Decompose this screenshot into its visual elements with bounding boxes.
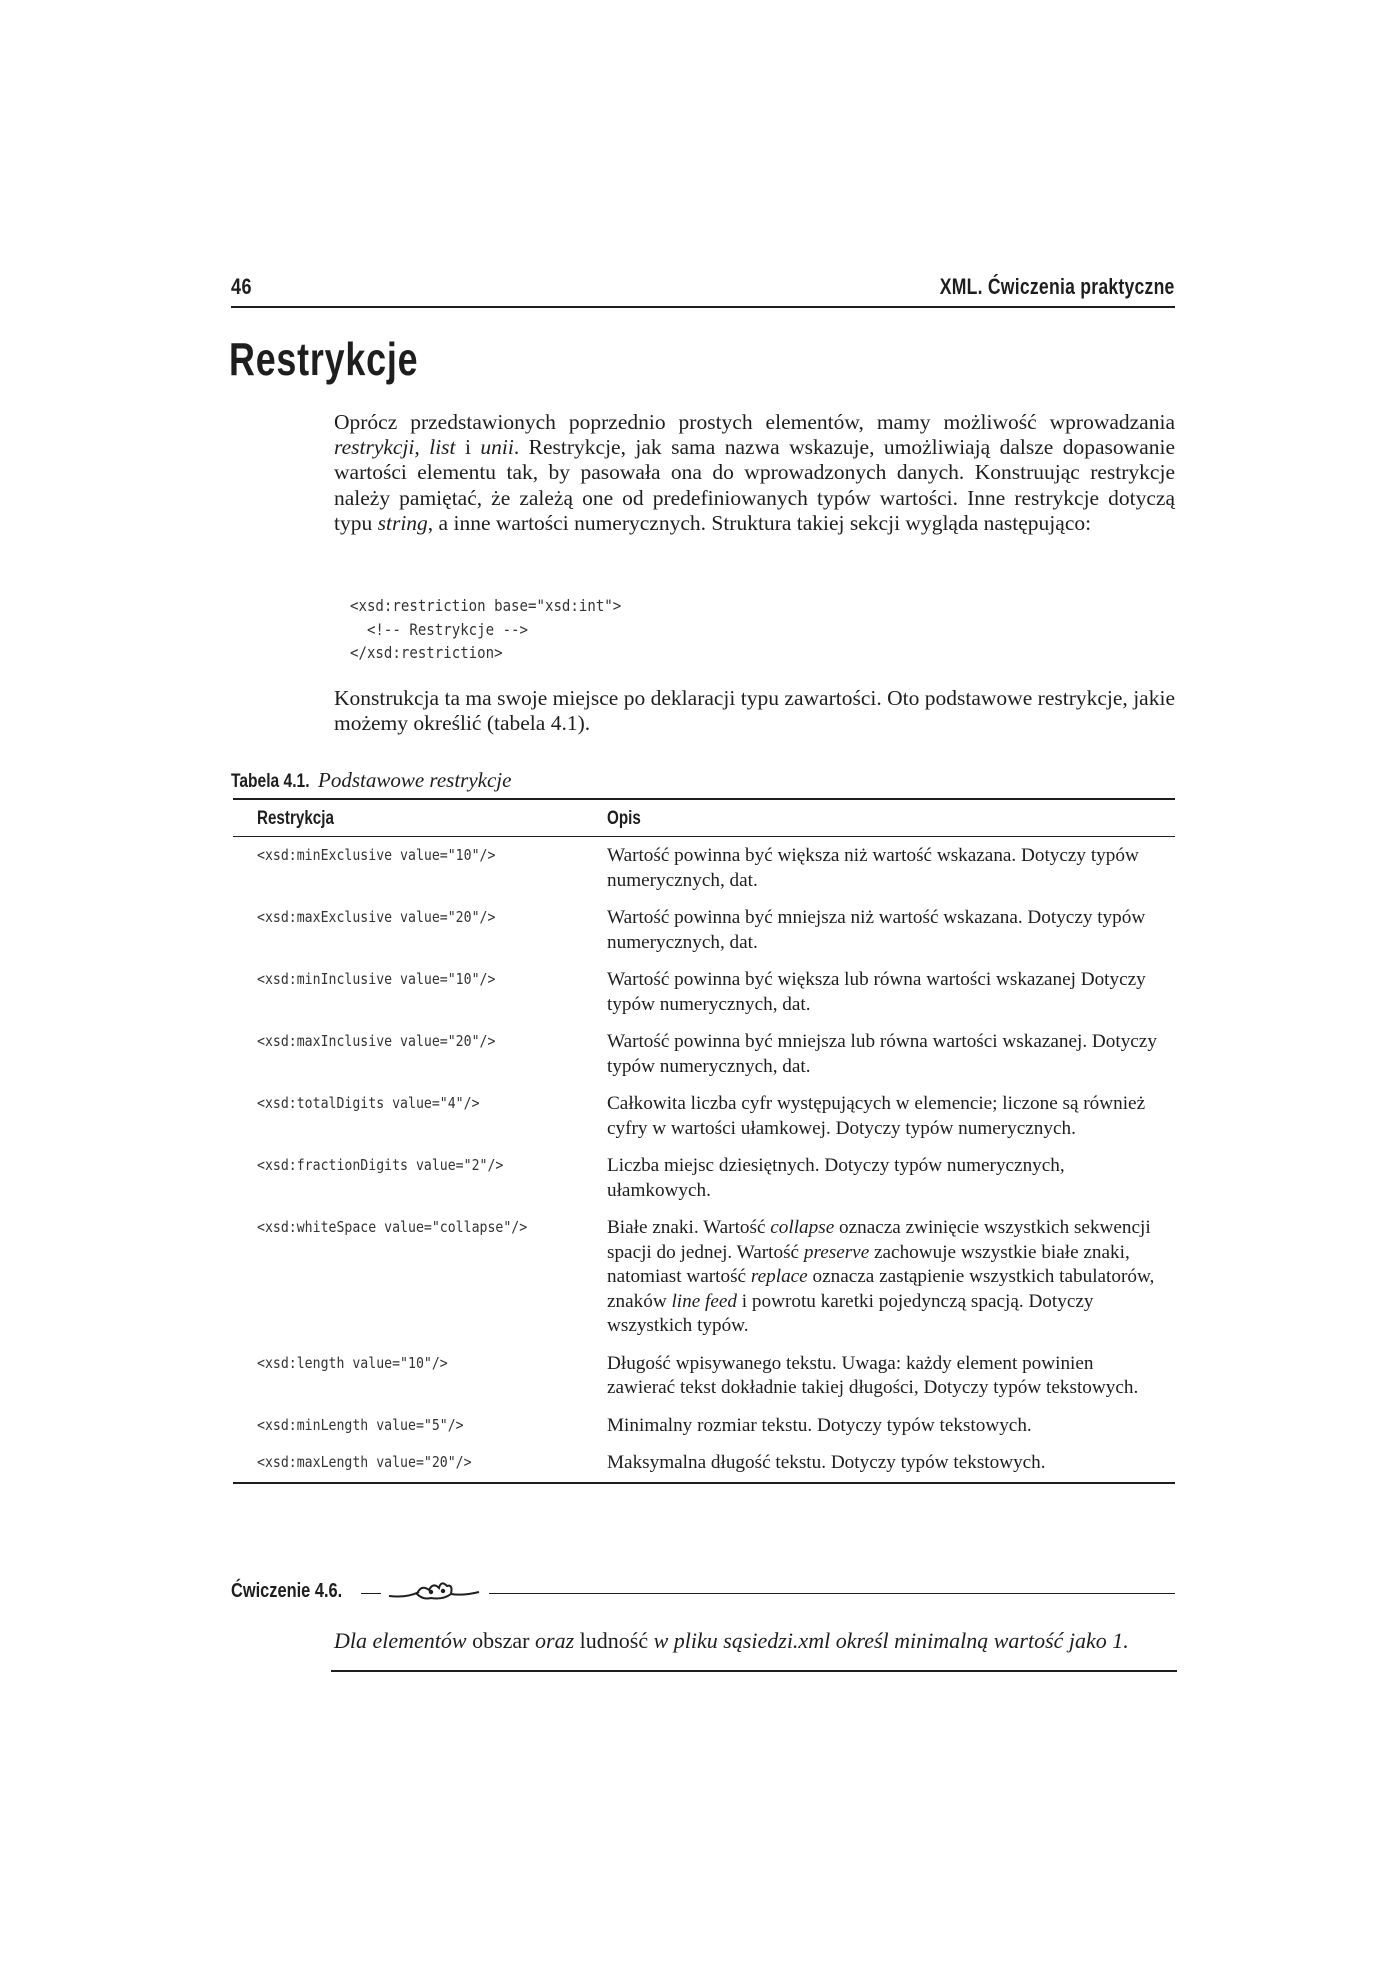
code-listing bbox=[350, 594, 621, 665]
column-header-description: Opis bbox=[607, 799, 1175, 837]
restriction-description: Całkowita liczba cyfr występujących w elemencie; liczone są również cyfry w wartości ułamkowej. Dotyczy typów numerycznych. bbox=[607, 1093, 1146, 1139]
restriction-code: <xsd:maxExclusive value="20"/> bbox=[257, 908, 496, 926]
restriction-code: <xsd:totalDigits value="4"/> bbox=[257, 1094, 480, 1112]
book-title: XML. Ćwiczenia praktyczne bbox=[940, 274, 1175, 299]
table-row bbox=[233, 1085, 1175, 1147]
column-header-restriction: Restrykcja bbox=[233, 799, 607, 837]
table-row bbox=[233, 1147, 1175, 1209]
restriction-description: Wartość powinna być mniejsza niż wartość wskazana. Dotyczy typów numerycznych, dat. bbox=[607, 907, 1146, 953]
table-caption-label: Tabela 4.1. bbox=[231, 771, 310, 792]
followup-paragraph: Konstrukcja ta ma swoje miejsce po deklaracji typu zawartości. Oto podstawowe restrykcje, jakie możemy określić (tabela 4.1). bbox=[334, 686, 1175, 736]
restriction-description: Wartość powinna być większa lub równa wartości wskazanej Dotyczy typów numerycznych, dat. bbox=[607, 969, 1146, 1015]
italic-term: unii bbox=[480, 435, 514, 460]
table-caption-text: Podstawowe restrykcje bbox=[318, 768, 512, 792]
restriction-code: <xsd:fractionDigits value="2"/> bbox=[257, 1156, 504, 1174]
code-line: </xsd:restriction> bbox=[350, 643, 503, 662]
table-row bbox=[233, 1407, 1175, 1445]
restriction-code: <xsd:maxLength value="20"/> bbox=[257, 1453, 472, 1471]
italic-term: list bbox=[429, 435, 456, 460]
code-line: <!-- Restrykcje --> bbox=[350, 619, 529, 639]
restriction-description: Wartość powinna być mniejsza lub równa wartości wskazanej. Dotyczy typów numerycznych, dat. bbox=[607, 1031, 1157, 1077]
text-run: , bbox=[414, 435, 430, 460]
table-row bbox=[233, 837, 1175, 900]
restriction-description: Wartość powinna być większa niż wartość wskazana. Dotyczy typów numerycznych, dat. bbox=[607, 845, 1139, 891]
restriction-description: Maksymalna długość tekstu. Dotyczy typów tekstowych. bbox=[607, 1452, 1046, 1473]
restriction-code: <xsd:whiteSpace value="collapse"/> bbox=[257, 1218, 528, 1236]
table-row bbox=[233, 899, 1175, 961]
table-header-row bbox=[233, 799, 1175, 837]
table-caption bbox=[231, 768, 511, 793]
pointing-hand-ornament-icon bbox=[381, 1574, 489, 1609]
text-run: Dla elementów bbox=[334, 1628, 467, 1653]
text-run: . Restrykcje, jak sama nazwa wskazuje, umożliwiają dalsze dopasowanie wartości elementu tak, by pasowała ona do wprowadzonych danych. Konstruując restrykcje należy pamiętać, że zależą one od predefiniowanych typów wartości. Inne restrykcje dotyczą typu bbox=[334, 435, 1175, 535]
text-run: w pliku sąsiedzi.xml określ minimalną wartość jako 1. bbox=[653, 1628, 1129, 1653]
text-run: oraz bbox=[535, 1628, 575, 1653]
italic-term: restrykcji bbox=[334, 435, 415, 460]
code-line: <xsd:restriction base="xsd:int"> bbox=[350, 596, 622, 615]
restriction-code: <xsd:minExclusive value="10"/> bbox=[257, 846, 496, 864]
table-row bbox=[233, 1444, 1175, 1483]
restriction-code: <xsd:minLength value="5"/> bbox=[257, 1415, 464, 1434]
table-row bbox=[233, 1209, 1175, 1345]
exercise-bottom-rule bbox=[331, 1670, 1177, 1672]
restriction-description: Białe znaki. Wartość collapse oznacza zwinięcie wszystkich sekwencji spacji do jednej. Wartość preserve zachowuje wszystkie białe znaki, natomiast wartość replace oznacza zastąpienie wszystkich tabulatorów, znaków line feed i powrotu karetki pojedynczą spacją. Dotyczy wszystkich typów. bbox=[607, 1217, 1155, 1336]
table-row bbox=[233, 961, 1175, 1023]
text-run: , a inne wartości numerycznych. Struktura takiej sekcji wygląda następująco: bbox=[427, 510, 1092, 535]
restrictions-table bbox=[233, 798, 1175, 1484]
exercise-instruction bbox=[334, 1628, 1175, 1654]
table-row bbox=[233, 1023, 1175, 1085]
text-run: obszar bbox=[466, 1628, 536, 1653]
intro-paragraph bbox=[334, 410, 1175, 536]
page-number: 46 bbox=[231, 274, 252, 299]
italic-term: string bbox=[377, 510, 428, 535]
table-row bbox=[233, 1345, 1175, 1407]
text-run: Oprócz przedstawionych poprzednio prostych elementów, mamy możliwość wprowadzania bbox=[334, 410, 1175, 434]
restriction-description: Liczba miejsc dziesiętnych. Dotyczy typów numerycznych, ułamkowych. bbox=[607, 1155, 1065, 1201]
exercise-heading bbox=[231, 1572, 1175, 1612]
restriction-description: Długość wpisywanego tekstu. Uwaga: każdy element powinien zawierać tekst dokładnie takiej długości, Dotyczy typów tekstowych. bbox=[607, 1352, 1139, 1398]
restriction-description: Minimalny rozmiar tekstu. Dotyczy typów tekstowych. bbox=[607, 1414, 1032, 1436]
text-run: ludność bbox=[574, 1628, 654, 1653]
section-title: Restrykcje bbox=[229, 333, 419, 385]
text-run: i bbox=[455, 435, 481, 460]
running-header bbox=[231, 272, 1175, 308]
restriction-code: <xsd:maxInclusive value="20"/> bbox=[257, 1032, 496, 1050]
restriction-code: <xsd:minInclusive value="10"/> bbox=[257, 970, 496, 988]
restriction-code: <xsd:length value="10"/> bbox=[257, 1353, 448, 1372]
exercise-label: Ćwiczenie 4.6. bbox=[231, 1580, 343, 1602]
